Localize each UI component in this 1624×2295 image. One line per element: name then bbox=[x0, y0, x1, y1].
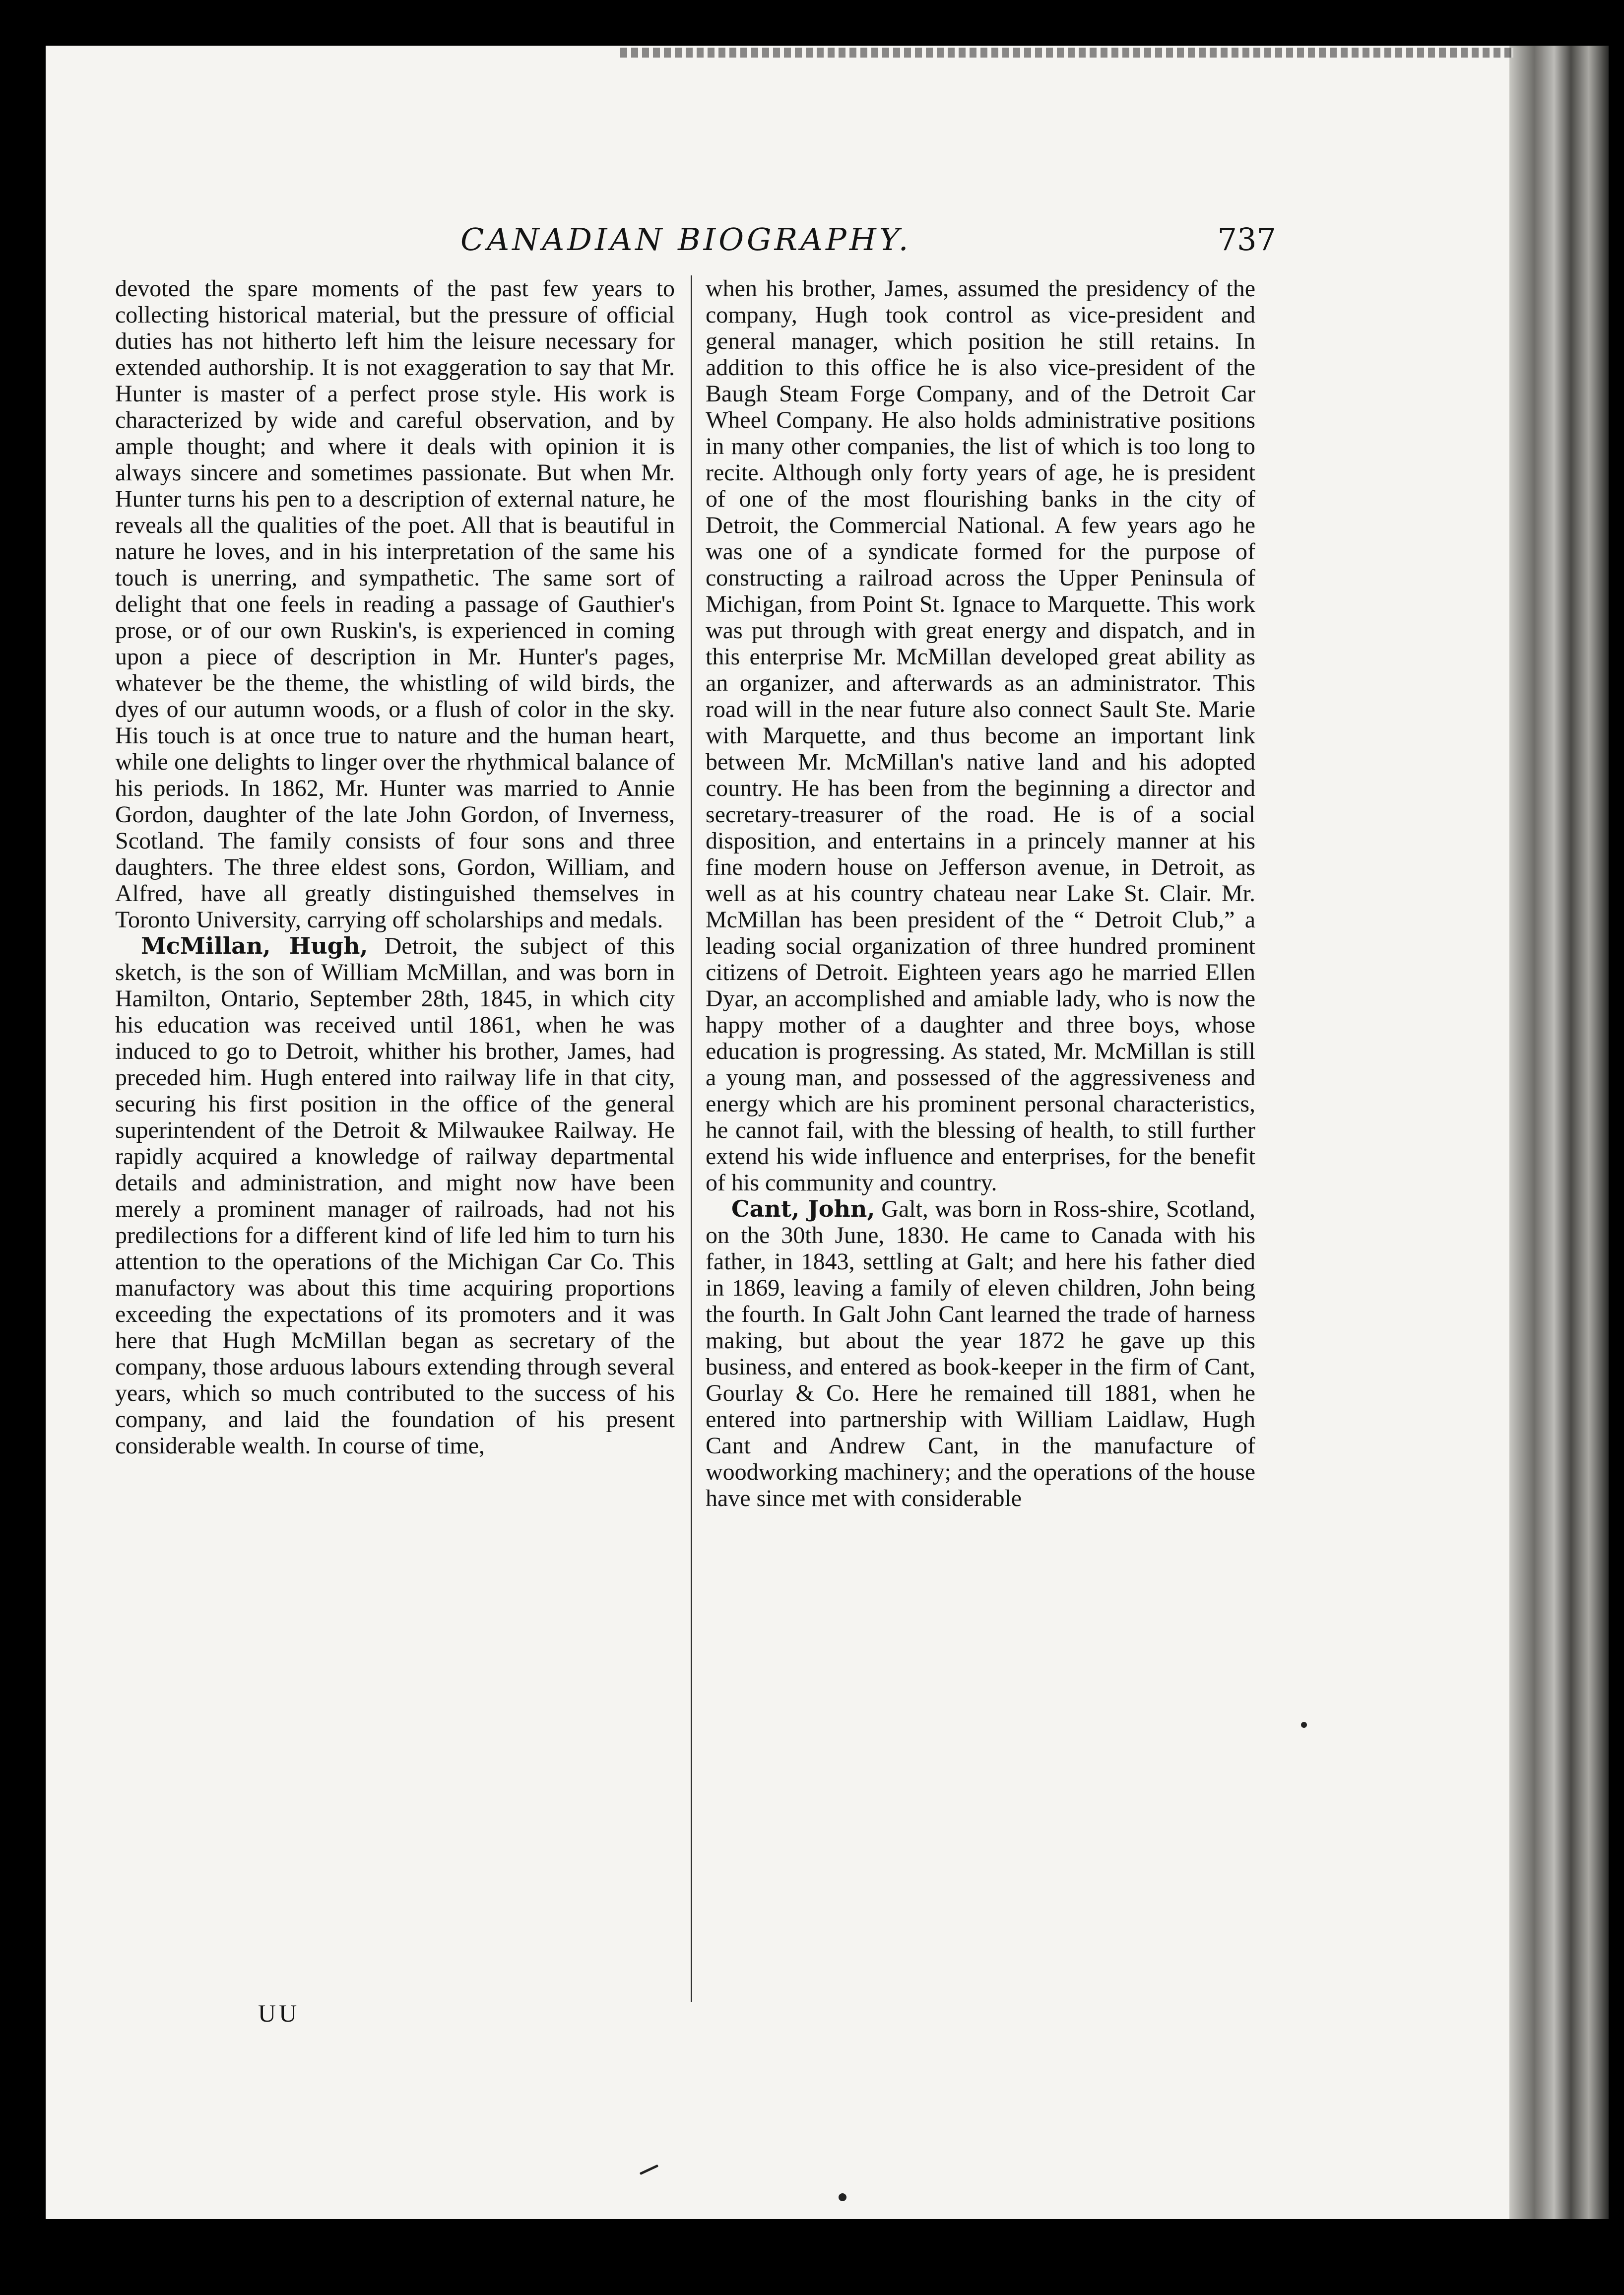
page-number: 737 bbox=[1217, 221, 1276, 258]
text-column-left bbox=[115, 275, 675, 1459]
text-column-right bbox=[706, 275, 1255, 1511]
paragraph-hunter-continued: devoted the spare moments of the past few years to collecting historical material, but the pressure of official duties has not hitherto left him the leisure necessary for extended authorship. It is not exaggeration to say that Mr. Hunter is master of a perfect prose style. His work is characterized by wide and careful observation, and by ample thought; and where it deals with opinion it is always sincere and sometimes passionate. But when Mr. Hunter turns his pen to a description of external nature, he reveals all the qualities of the poet. All that is beautiful in nature he loves, and in his interpretation of the same his touch is unerring, and sympathetic. The same sort of delight that one feels in reading a passage of Gauthier's prose, or of our own Ruskin's, is experienced in coming upon a piece of description in Mr. Hunter's pages, whatever be the theme, the whistling of wild birds, the dyes of our autumn woods, or a flush of color in the sky. His touch is at once true to nature and the human heart, while one delights to linger over the rhythmical balance of his periods. In 1862, Mr. Hunter was married to Annie Gordon, daughter of the late John Gordon, of Inverness, Scotland. The family consists of four sons and three daughters. The three eldest sons, Gordon, William, and Alfred, have all greatly distinguished themselves in Toronto University, carrying off scholarships and medals. bbox=[115, 275, 675, 933]
ink-speck bbox=[1301, 1722, 1307, 1728]
running-title: CANADIAN BIOGRAPHY. bbox=[460, 221, 911, 258]
column-rule bbox=[691, 275, 692, 2002]
page-edge-binding bbox=[1509, 46, 1609, 2219]
entry-text-mcmillan: Detroit, the subject of this sketch, is the son of William McMillan, and was born in Hamilton, Ontario, September 28th, 1845, in which city his education was received until 1861, when he was induced to go to Detroit, whither his brother, James, had preceded him. Hugh entered into railway life in that city, securing his first position in the office of the general superintendent of the Detroit & Milwaukee Railway. He rapidly acquired a knowledge of railway departmental details and administration, and might now have been merely a prominent manager of railroads, had not his predilections for a different kind of life led him to turn his attention to the operations of the Michigan Car Co. This manufactory was about this time acquiring proportions exceeding the expectations of its promoters and it was here that Hugh McMillan began as secretary of the company, those arduous labours extending through several years, which so much contributed to the success of his company, and laid the foundation of his present considerable wealth. In course of time, bbox=[115, 933, 675, 1459]
entry-mcmillan bbox=[115, 933, 675, 1459]
entry-cant bbox=[706, 1196, 1255, 1511]
signature-mark: UU bbox=[258, 1999, 300, 2027]
entry-name-cant: Cant, John, bbox=[731, 1195, 875, 1222]
entry-text-cant: Galt, was born in Ross-shire, Scotland, on the 30th June, 1830. He came to Canada with his father, in 1843, settling at Galt; and here his father died in 1869, leaving a family of eleven children, John being the fourth. In Galt John Cant learned the trade of harness making, but about the year 1872 he gave up this business, and entered as book-keeper in the firm of Cant, Gourlay & Co. Here he remained till 1881, when he entered into partnership with William Laidlaw, Hugh Cant and Andrew Cant, in the manufacture of woodworking machinery; and the operations of the house have since met with considerable bbox=[706, 1196, 1255, 1511]
ink-speck bbox=[839, 2193, 846, 2201]
paragraph-mcmillan-continued: when his brother, James, assumed the presidency of the company, Hugh took control as vice-president and general manager, which position he still retains. In addition to this office he is also vice-president of the Baugh Steam Forge Company, and of the Detroit Car Wheel Company. He also holds administrative positions in many other companies, the list of which is too long to recite. Although only forty years of age, he is president of one of the most flourishing banks in the city of Detroit, the Commercial National. A few years ago he was one of a syndicate formed for the purpose of constructing a railroad across the Upper Peninsula of Michigan, from Point St. Ignace to Marquette. This work was put through with great energy and dispatch, and in this enterprise Mr. McMillan developed great ability as an organizer, and afterwards as an administrator. This road will in the near future also connect Sault Ste. Marie with Marquette, and thus become an important link between Mr. McMillan's native land and his adopted country. He has been from the beginning a director and secretary-treasurer of the road. He is of a social disposition, and entertains in a princely manner at his fine modern house on Jefferson avenue, in Detroit, as well as at his country chateau near Lake St. Clair. Mr. McMillan has been president of the “ Detroit Club,” a leading social organization of three hundred prominent citizens of Detroit. Eighteen years ago he married Ellen Dyar, an accomplished and amiable lady, who is now the happy mother of a daughter and three boys, whose education is progressing. As stated, Mr. McMillan is still a young man, and possessed of the aggressiveness and energy which are his prominent personal characteristics, he cannot fail, with the blessing of health, to still further extend his wide influence and enterprises, for the benefit of his community and country. bbox=[706, 275, 1255, 1196]
entry-name-mcmillan: McMillan, Hugh, bbox=[141, 932, 368, 959]
page-top-edge bbox=[620, 48, 1513, 58]
